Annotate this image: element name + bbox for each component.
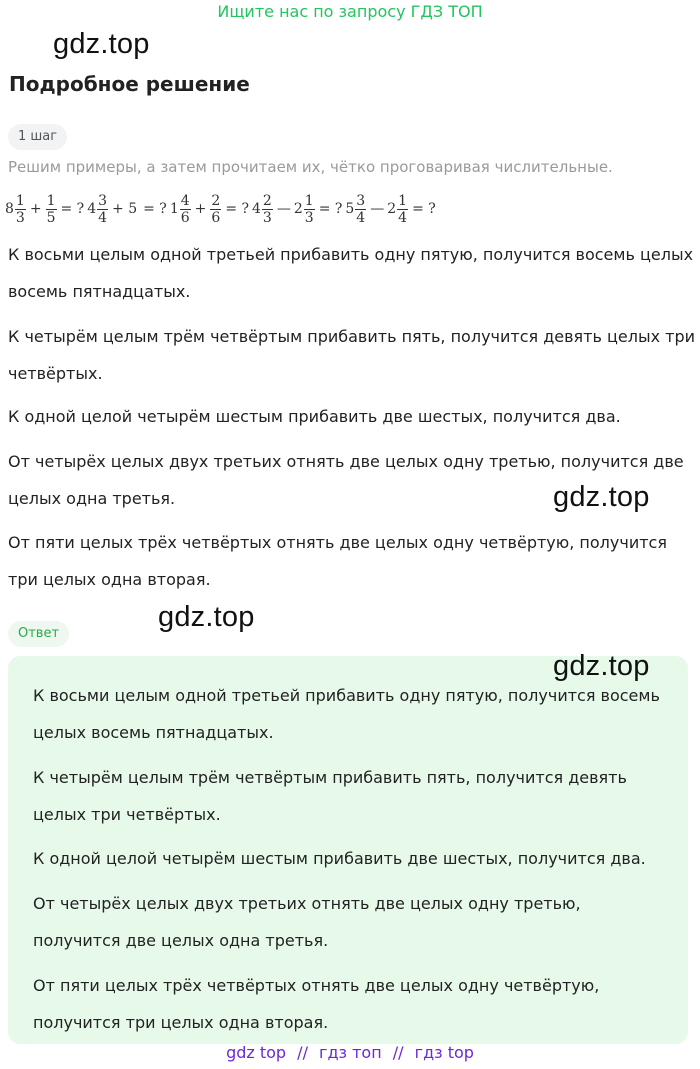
equals-question: = ? xyxy=(60,201,85,217)
expr-1 xyxy=(5,194,87,225)
equals-question: = ? xyxy=(412,201,436,217)
math-expressions xyxy=(5,185,439,233)
footer-separator: // xyxy=(297,1043,308,1062)
task-hint: Решим примеры, а затем прочитаем их, чётко проговаривая числительные. xyxy=(8,158,613,176)
expr-4 xyxy=(252,194,345,225)
fraction: $\frac{1}{3}$ xyxy=(15,192,25,226)
solution-paragraph: От пяти целых трёх четвёртых отнять две целых одну четвёртую, получится три целых одна вторая. xyxy=(8,533,667,589)
solution-paragraph: К четырём целым трём четвёртым прибавить пять, получится девять целых три четвёртых. xyxy=(8,327,696,383)
answer-paragraph: От четырёх целых двух третьих отнять две целых одну третью, получится две целых одна третья. xyxy=(33,894,581,950)
fraction: $\frac{2}{6}$ xyxy=(211,192,221,226)
expr-3 xyxy=(170,194,252,225)
equals-question: = ? xyxy=(143,201,167,217)
fraction: $\frac{1}{4}$ xyxy=(398,192,408,226)
operator: — xyxy=(276,201,291,217)
answer-badge: Ответ xyxy=(8,621,69,647)
fraction: $\frac{2}{3}$ xyxy=(262,192,272,226)
whole-part: 5 xyxy=(345,201,355,217)
answer-paragraph: От пяти целых трёх четвёртых отнять две целых одну четвёртую, получится три целых одна вторая. xyxy=(33,976,600,1032)
footer-separator: // xyxy=(392,1043,404,1062)
whole-part: 2 xyxy=(293,201,303,217)
whole-part: 1 xyxy=(169,201,179,217)
footer-link[interactable]: gdz top xyxy=(226,1043,287,1062)
equals-question: = ? xyxy=(318,201,343,217)
whole-part: 2 xyxy=(387,201,397,217)
fraction: $\frac{4}{6}$ xyxy=(180,192,190,226)
footer-links xyxy=(0,1043,700,1062)
whole-part: 4 xyxy=(252,201,261,217)
footer-link[interactable]: гдз топ xyxy=(319,1043,382,1062)
whole-part: 4 xyxy=(87,201,97,217)
equals-question: = ? xyxy=(225,201,249,217)
whole-part: 8 xyxy=(5,201,14,217)
answer-paragraph: К одной целой четырём шестым прибавить две шестых, получится два. xyxy=(33,849,646,868)
answer-paragraph: К восьми целым одной третьей прибавить одну пятую, получится восемь целых восемь пятнадцатых. xyxy=(33,686,660,742)
page-title: Подробное решение xyxy=(9,72,250,96)
expr-2 xyxy=(87,194,170,225)
watermark: gdz.top xyxy=(553,650,650,682)
watermark: gdz.top xyxy=(53,28,150,60)
operator: + xyxy=(194,201,207,217)
operator: — xyxy=(370,201,385,217)
fraction: $\frac{3}{4}$ xyxy=(98,192,108,226)
solution-paragraph: От четырёх целых двух третьих отнять две целых одну третью, получится две целых одна третья. xyxy=(8,452,684,508)
step-badge: 1 шаг xyxy=(8,124,67,150)
solution-paragraph: К одной целой четырём шестым прибавить две шестых, получится два. xyxy=(8,407,621,426)
watermark: gdz.top xyxy=(158,601,255,633)
answer-paragraph: К четырём целым трём четвёртым прибавить пять, получится девять целых три четвёртых. xyxy=(33,768,627,824)
solution-paragraph: К восьми целым одной третьей прибавить одну пятую, получится восемь целых восемь пятнадцатых. xyxy=(8,245,694,301)
fraction: $\frac{1}{5}$ xyxy=(46,192,56,226)
operator: + xyxy=(29,201,42,217)
operator: + 5 xyxy=(112,201,138,217)
watermark: gdz.top xyxy=(553,481,650,513)
expr-5 xyxy=(345,194,438,225)
fraction: $\frac{3}{4}$ xyxy=(356,192,366,226)
search-banner: Ищите нас по запросу ГДЗ ТОП xyxy=(217,2,483,21)
footer-link[interactable]: гдз top xyxy=(414,1043,474,1062)
fraction: $\frac{1}{3}$ xyxy=(304,192,314,226)
